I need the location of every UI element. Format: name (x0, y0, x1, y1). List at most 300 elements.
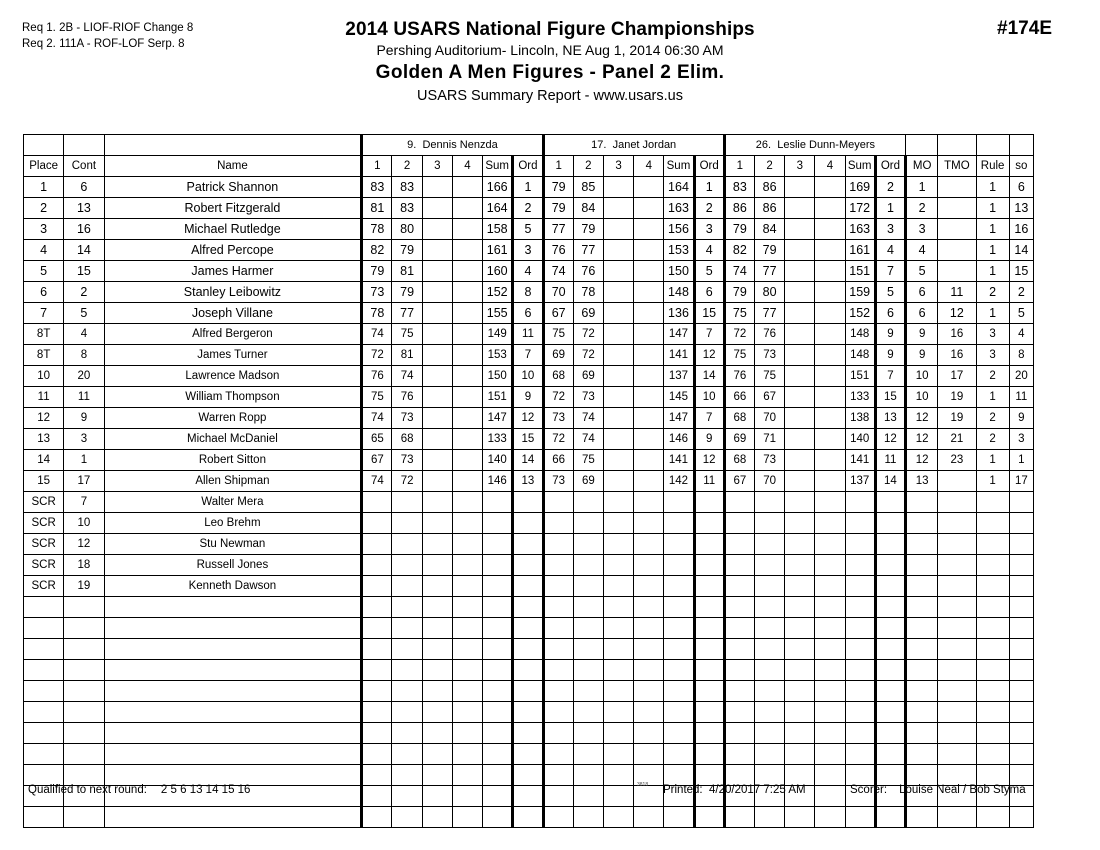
cell-empty (754, 723, 784, 744)
table-row (24, 408, 1034, 429)
cell-mo: 13 (906, 471, 938, 492)
table-row-empty (24, 660, 1034, 681)
cell-empty (938, 618, 976, 639)
column-header-row (24, 156, 1034, 177)
cell-tmo: 17 (938, 366, 976, 387)
table-row-empty (24, 639, 1034, 660)
cell-j1-ord: 4 (513, 261, 543, 282)
cell-j2-fig2: 69 (573, 303, 603, 324)
cell-mo (906, 513, 938, 534)
cell-rule: 1 (976, 303, 1009, 324)
table-row (24, 219, 1034, 240)
judge-2-name: Janet Jordan (612, 139, 677, 151)
table-row-empty (24, 723, 1034, 744)
cell-j1-fig1: 76 (362, 366, 392, 387)
cell-j2-fig3 (603, 345, 633, 366)
cell-tmo: 19 (938, 387, 976, 408)
cell-empty (513, 702, 543, 723)
cell-j3-fig4 (815, 408, 845, 429)
cell-j1-fig4 (452, 219, 482, 240)
cell-j2-fig1: 68 (543, 366, 573, 387)
cell-empty (906, 702, 938, 723)
cell-j2-sum: 153 (664, 240, 694, 261)
cell-j1-ord: 6 (513, 303, 543, 324)
cell-empty (362, 597, 392, 618)
cell-name: Warren Ropp (104, 408, 362, 429)
cell-so: 6 (1009, 177, 1033, 198)
cell-empty (694, 807, 724, 828)
cell-j2-fig4 (634, 345, 664, 366)
cell-empty (634, 702, 664, 723)
cell-j1-fig3 (422, 240, 452, 261)
cell-j1-fig4 (452, 576, 482, 597)
cell-empty (483, 618, 513, 639)
cell-j1-fig3 (422, 408, 452, 429)
col-header-j1-ord: Ord (513, 156, 543, 177)
cell-j3-fig1: 76 (724, 366, 754, 387)
cell-empty (573, 807, 603, 828)
cell-empty (24, 702, 64, 723)
cell-empty (362, 723, 392, 744)
cell-j2-sum: 141 (664, 345, 694, 366)
cell-mo (906, 555, 938, 576)
cell-j1-fig4 (452, 240, 482, 261)
cell-empty (392, 723, 422, 744)
cell-empty (845, 807, 875, 828)
cell-j3-ord: 7 (875, 366, 905, 387)
cell-j2-ord: 7 (694, 408, 724, 429)
cell-j1-fig1: 73 (362, 282, 392, 303)
cell-j2-ord: 12 (694, 450, 724, 471)
cell-j2-fig2: 76 (573, 261, 603, 282)
cell-j2-sum: 136 (664, 303, 694, 324)
cell-j1-fig4 (452, 555, 482, 576)
cell-j3-fig4 (815, 471, 845, 492)
table-row (24, 345, 1034, 366)
cell-place: 8T (24, 345, 64, 366)
cell-empty (785, 807, 815, 828)
cell-j3-fig1: 82 (724, 240, 754, 261)
cell-empty (815, 702, 845, 723)
cell-empty (815, 618, 845, 639)
cell-empty (543, 702, 573, 723)
cell-j3-fig1: 69 (724, 429, 754, 450)
cell-empty (573, 702, 603, 723)
cell-j3-ord: 9 (875, 324, 905, 345)
cell-j1-fig3 (422, 219, 452, 240)
cell-mo: 10 (906, 366, 938, 387)
cell-j1-fig2: 79 (392, 282, 422, 303)
cell-empty (513, 639, 543, 660)
cell-empty (452, 660, 482, 681)
cell-j2-fig4 (634, 429, 664, 450)
table-row-empty (24, 681, 1034, 702)
cell-tmo: 11 (938, 282, 976, 303)
cell-cont: 14 (64, 240, 104, 261)
cell-empty (664, 618, 694, 639)
cell-name: Alfred Percope (104, 240, 362, 261)
cell-j2-ord: 2 (694, 198, 724, 219)
cell-j2-fig1: 70 (543, 282, 573, 303)
cell-j3-sum: 148 (845, 345, 875, 366)
cell-j2-ord: 5 (694, 261, 724, 282)
cell-j2-fig3 (603, 513, 633, 534)
cell-j3-ord (875, 555, 905, 576)
cell-j1-fig1 (362, 555, 392, 576)
cell-j2-fig4 (634, 198, 664, 219)
cell-j1-sum (483, 513, 513, 534)
cell-empty (64, 723, 104, 744)
cell-j1-fig1 (362, 492, 392, 513)
cell-empty (724, 660, 754, 681)
cell-empty (938, 702, 976, 723)
table-row (24, 240, 1034, 261)
cell-j3-fig1: 66 (724, 387, 754, 408)
cell-empty (1009, 639, 1033, 660)
cell-j1-sum: 160 (483, 261, 513, 282)
judge-2-header (543, 135, 724, 156)
cell-empty (976, 744, 1009, 765)
cell-j3-fig1: 68 (724, 408, 754, 429)
cell-empty (513, 618, 543, 639)
cell-mo: 3 (906, 219, 938, 240)
cell-j2-fig3 (603, 303, 633, 324)
cell-empty (938, 660, 976, 681)
cell-empty (694, 723, 724, 744)
cell-tmo (938, 555, 976, 576)
cell-j1-fig4 (452, 429, 482, 450)
cell-empty (785, 618, 815, 639)
cell-j1-sum: 158 (483, 219, 513, 240)
col-header-j1-fig3: 3 (422, 156, 452, 177)
cell-empty (906, 681, 938, 702)
cell-j1-fig4 (452, 408, 482, 429)
cell-j3-ord: 14 (875, 471, 905, 492)
cell-tmo: 21 (938, 429, 976, 450)
cell-j1-fig3 (422, 324, 452, 345)
cell-j2-fig2: 74 (573, 429, 603, 450)
event-number: #174E (997, 18, 1052, 39)
cell-j1-ord (513, 576, 543, 597)
report-footer (0, 782, 1100, 804)
cell-empty (785, 681, 815, 702)
cell-empty (906, 660, 938, 681)
cell-empty (452, 597, 482, 618)
cell-j3-ord: 2 (875, 177, 905, 198)
cell-j3-fig3 (785, 282, 815, 303)
cell-j3-fig2: 77 (754, 303, 784, 324)
cell-j3-fig1: 74 (724, 261, 754, 282)
cell-cont: 9 (64, 408, 104, 429)
cell-j3-fig2 (754, 534, 784, 555)
cell-empty (573, 744, 603, 765)
cell-j3-ord: 15 (875, 387, 905, 408)
table-row-empty (24, 618, 1034, 639)
cell-j2-fig1: 79 (543, 198, 573, 219)
cell-empty (724, 618, 754, 639)
cell-rule: 1 (976, 198, 1009, 219)
cell-j3-ord: 5 (875, 282, 905, 303)
cell-empty (694, 597, 724, 618)
col-header-j2-fig3: 3 (603, 156, 633, 177)
cell-name: Kenneth Dawson (104, 576, 362, 597)
cell-j3-fig2: 77 (754, 261, 784, 282)
cell-empty (24, 618, 64, 639)
cell-empty (906, 807, 938, 828)
cell-j2-fig2: 69 (573, 366, 603, 387)
cell-name: Patrick Shannon (104, 177, 362, 198)
cell-empty (362, 681, 392, 702)
cell-empty (483, 681, 513, 702)
cell-j3-fig1 (724, 576, 754, 597)
cell-empty (976, 723, 1009, 744)
cell-j3-sum: 138 (845, 408, 875, 429)
cell-name: Robert Sitton (104, 450, 362, 471)
cell-j3-fig4 (815, 240, 845, 261)
cell-mo: 9 (906, 345, 938, 366)
cell-j2-fig1 (543, 534, 573, 555)
judge-1-header (362, 135, 543, 156)
cell-empty (976, 618, 1009, 639)
cell-place: 5 (24, 261, 64, 282)
cell-empty (64, 660, 104, 681)
cell-so (1009, 513, 1033, 534)
cell-j2-sum (664, 534, 694, 555)
cell-j2-fig3 (603, 324, 633, 345)
cell-place: 4 (24, 240, 64, 261)
cell-empty (754, 639, 784, 660)
cell-empty (634, 807, 664, 828)
cell-tmo (938, 177, 976, 198)
cell-rule: 1 (976, 471, 1009, 492)
col-header-j1-sum: Sum (483, 156, 513, 177)
cell-j1-ord: 11 (513, 324, 543, 345)
cell-empty (603, 681, 633, 702)
cell-name: William Thompson (104, 387, 362, 408)
cell-j1-fig1: 78 (362, 303, 392, 324)
table-row (24, 177, 1034, 198)
cell-empty (422, 597, 452, 618)
cell-j1-sum: 155 (483, 303, 513, 324)
cell-rule: 1 (976, 177, 1009, 198)
cell-empty (785, 660, 815, 681)
cell-j2-fig3 (603, 366, 633, 387)
cell-empty (392, 660, 422, 681)
cell-mo: 2 (906, 198, 938, 219)
cell-tmo (938, 219, 976, 240)
cell-j1-fig3 (422, 450, 452, 471)
cell-so: 8 (1009, 345, 1033, 366)
cell-j2-sum: 150 (664, 261, 694, 282)
col-header-place: Place (24, 156, 64, 177)
cell-j1-fig3 (422, 534, 452, 555)
judge-3-header (724, 135, 905, 156)
cell-empty (603, 639, 633, 660)
cell-j1-sum: 146 (483, 471, 513, 492)
cell-empty (513, 744, 543, 765)
cell-j2-fig1 (543, 555, 573, 576)
cell-empty (664, 597, 694, 618)
cell-j3-fig1: 75 (724, 303, 754, 324)
scorer-line (850, 784, 1026, 796)
judge-banner-row (24, 135, 1034, 156)
cell-empty (603, 723, 633, 744)
cell-j2-sum (664, 513, 694, 534)
cell-j3-fig3 (785, 471, 815, 492)
cell-empty (422, 723, 452, 744)
cell-j1-sum: 149 (483, 324, 513, 345)
cell-j2-sum: 146 (664, 429, 694, 450)
cell-j3-fig4 (815, 219, 845, 240)
col-header-j3-sum: Sum (845, 156, 875, 177)
report-header (0, 0, 1100, 118)
cell-empty (785, 702, 815, 723)
cell-empty (64, 702, 104, 723)
cell-j3-fig3 (785, 324, 815, 345)
cell-j3-sum: 151 (845, 366, 875, 387)
cell-empty (543, 660, 573, 681)
competition-title: 2014 USARS National Figure Championships (345, 19, 755, 40)
cell-empty (64, 639, 104, 660)
cell-empty (24, 807, 64, 828)
cell-tmo (938, 471, 976, 492)
cell-j2-ord: 7 (694, 324, 724, 345)
table-row (24, 492, 1034, 513)
cell-empty (452, 723, 482, 744)
cell-j1-ord (513, 492, 543, 513)
cell-empty (543, 597, 573, 618)
col-header-j1-fig1: 1 (362, 156, 392, 177)
cell-j1-fig1: 82 (362, 240, 392, 261)
cell-j1-fig2 (392, 492, 422, 513)
scorer-value: Louise Neal / Bob Styma (899, 784, 1026, 796)
cell-rule: 2 (976, 408, 1009, 429)
cell-place: SCR (24, 492, 64, 513)
cell-j1-ord: 14 (513, 450, 543, 471)
cell-j3-sum: 148 (845, 324, 875, 345)
cell-j1-ord: 13 (513, 471, 543, 492)
cell-j1-sum: 164 (483, 198, 513, 219)
cell-j3-fig3 (785, 219, 815, 240)
col-header-j1-fig2: 2 (392, 156, 422, 177)
cell-cont: 5 (64, 303, 104, 324)
table-row (24, 555, 1034, 576)
cell-j2-fig4 (634, 555, 664, 576)
venue-line: Pershing Auditorium- Lincoln, NE Aug 1, 2014 06:30 AM (376, 42, 724, 58)
cell-j1-sum: 166 (483, 177, 513, 198)
cell-j2-fig4 (634, 366, 664, 387)
cell-j3-sum: 133 (845, 387, 875, 408)
cell-empty (976, 597, 1009, 618)
table-row (24, 303, 1034, 324)
table-row-empty (24, 744, 1034, 765)
cell-empty (543, 681, 573, 702)
cell-j2-fig4 (634, 240, 664, 261)
cell-j2-fig3 (603, 576, 633, 597)
cell-empty (694, 744, 724, 765)
cell-empty (1009, 681, 1033, 702)
cell-j1-fig2: 74 (392, 366, 422, 387)
judge-1-number: 9. (407, 139, 417, 151)
cell-j2-fig4 (634, 387, 664, 408)
cell-j3-sum: 163 (845, 219, 875, 240)
cell-j2-fig3 (603, 492, 633, 513)
cell-j3-fig4 (815, 450, 845, 471)
cell-mo: 12 (906, 408, 938, 429)
cell-name: Michael McDaniel (104, 429, 362, 450)
cell-empty (543, 618, 573, 639)
cell-empty (845, 639, 875, 660)
cell-rule: 1 (976, 387, 1009, 408)
cell-empty (452, 681, 482, 702)
cell-cont: 19 (64, 576, 104, 597)
cell-j3-fig2: 70 (754, 471, 784, 492)
cell-empty (664, 702, 694, 723)
cell-j1-fig3 (422, 492, 452, 513)
table-row (24, 576, 1034, 597)
cell-j3-fig1: 83 (724, 177, 754, 198)
cell-empty (785, 744, 815, 765)
cell-j1-fig1: 65 (362, 429, 392, 450)
cell-j1-sum: 133 (483, 429, 513, 450)
cell-empty (976, 681, 1009, 702)
cell-name: James Turner (104, 345, 362, 366)
cell-j2-fig4 (634, 576, 664, 597)
cell-empty (754, 807, 784, 828)
cell-empty (875, 807, 905, 828)
cell-empty (724, 702, 754, 723)
cell-empty (392, 639, 422, 660)
cell-cont: 11 (64, 387, 104, 408)
cell-j2-fig1: 75 (543, 324, 573, 345)
cell-j3-fig1: 86 (724, 198, 754, 219)
cell-empty (754, 681, 784, 702)
title-block (0, 18, 1100, 107)
cell-empty (24, 744, 64, 765)
cell-j1-fig1: 74 (362, 324, 392, 345)
cell-empty (634, 723, 664, 744)
cell-empty (362, 660, 392, 681)
cell-name: Joseph Villane (104, 303, 362, 324)
cell-j3-ord: 11 (875, 450, 905, 471)
cell-j3-fig3 (785, 366, 815, 387)
cell-empty (754, 744, 784, 765)
cell-empty (392, 702, 422, 723)
table-row (24, 366, 1034, 387)
cell-j3-fig4 (815, 513, 845, 534)
cell-j1-sum: 161 (483, 240, 513, 261)
requirement-1: Req 1. 2B - LIOF-RIOF Change 8 (22, 22, 194, 34)
cell-j2-fig4 (634, 471, 664, 492)
cell-rule: 1 (976, 219, 1009, 240)
cell-j3-fig3 (785, 429, 815, 450)
cell-j2-sum: 147 (664, 324, 694, 345)
cell-empty (452, 807, 482, 828)
cell-empty (845, 597, 875, 618)
cell-so (1009, 555, 1033, 576)
cell-empty (815, 744, 845, 765)
cell-j3-ord: 3 (875, 219, 905, 240)
cell-j1-fig3 (422, 576, 452, 597)
cell-empty (573, 618, 603, 639)
cell-empty (452, 702, 482, 723)
cell-empty (483, 660, 513, 681)
cell-j3-fig1 (724, 513, 754, 534)
cell-j3-fig2: 71 (754, 429, 784, 450)
cell-j3-fig2: 86 (754, 198, 784, 219)
cell-j3-fig1: 75 (724, 345, 754, 366)
cell-j3-fig4 (815, 177, 845, 198)
